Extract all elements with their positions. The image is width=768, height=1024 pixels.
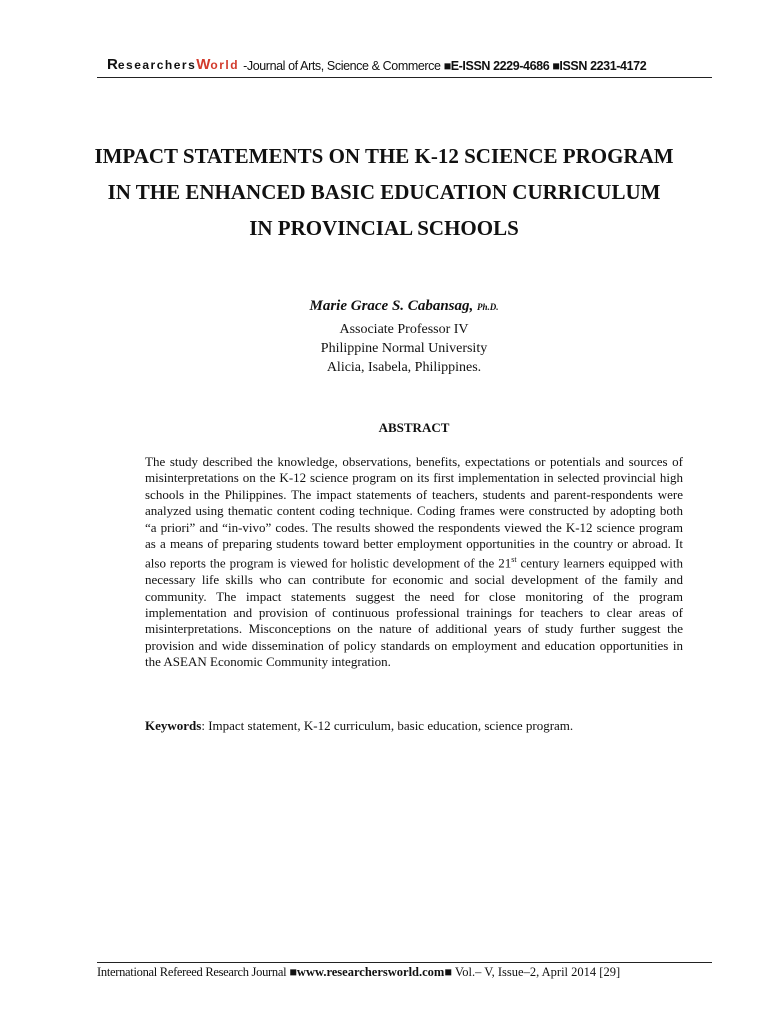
abstract-heading: ABSTRACT bbox=[378, 420, 450, 435]
issn: ■ISSN 2231-4172 bbox=[552, 59, 647, 73]
title-line-3: IN PROVINCIAL SCHOOLS bbox=[249, 216, 519, 240]
author-position: Associate Professor IV bbox=[339, 322, 469, 337]
author-name-line bbox=[200, 293, 608, 320]
author-block bbox=[200, 293, 608, 377]
brand-letter-w: W bbox=[196, 56, 211, 73]
keywords-label: Keywords bbox=[145, 718, 202, 733]
paper-title bbox=[60, 138, 708, 246]
journal-brand bbox=[107, 56, 239, 73]
abstract-body bbox=[145, 454, 683, 671]
keywords bbox=[145, 718, 683, 734]
brand-letter-r: R bbox=[107, 56, 118, 73]
author-name: Marie Grace S. Cabansag, bbox=[309, 298, 474, 314]
eissn: ■E-ISSN 2229-4686 bbox=[443, 59, 550, 73]
running-header bbox=[97, 56, 712, 78]
author-location: Alicia, Isabela, Philippines. bbox=[326, 360, 482, 375]
author-degree: Ph.D. bbox=[477, 302, 499, 312]
title-line-2: IN THE ENHANCED BASIC EDUCATION CURRICULUM bbox=[107, 180, 661, 204]
brand-part-s: s bbox=[188, 58, 197, 72]
abstract-text-part-2: century learners equipped with necessary life skills who can contribute for economic and social development of the family and community. The impact statements suggest the need for close monitoring of the program implementation and provision of continuous professional trainings for teachers to clear areas of misinterpretations. Misconceptions on the nature of additional years of study further suggest the provision and wide dissemination of policy standards on employment and education opportunities in the ASEAN Economic Community integration. bbox=[145, 555, 683, 670]
running-footer bbox=[97, 962, 712, 980]
journal-name: -Journal of Arts, Science & Commerce bbox=[243, 59, 441, 73]
title-line-1: IMPACT STATEMENTS ON THE K-12 SCIENCE PROGRAM bbox=[94, 144, 674, 168]
footer-volume: Vol.– V, Issue–2, April 2014 [29] bbox=[454, 965, 621, 979]
abstract-superscript: st bbox=[511, 555, 517, 565]
footer-journal: International Refereed Research Journal bbox=[97, 965, 287, 979]
brand-part-orld: orld bbox=[210, 58, 240, 72]
abstract-text-part-1: The study described the knowledge, observations, benefits, expectations or potentials and sources of misinterpretations on the K-12 science program on its first implementation in selected provincial high schools in the Philippines. The impact statements of teachers, students and parent-respondents were analyzed using thematic content coding technique. Coding frames were constructed by adopting both “a priori” and “in-vivo” codes. The results showed the respondents viewed the K-12 science program as a means of preparing students toward better employment opportunities in the country or abroad. It also reports the program is viewed for holistic development of the 21 bbox=[145, 454, 683, 571]
author-institution: Philippine Normal University bbox=[320, 341, 488, 356]
brand-part-esearcher: esearcher bbox=[117, 58, 189, 72]
keywords-text: : Impact statement, K-12 curriculum, basic education, science program. bbox=[201, 718, 574, 733]
footer-website: ■www.researchersworld.com■ bbox=[289, 965, 452, 979]
